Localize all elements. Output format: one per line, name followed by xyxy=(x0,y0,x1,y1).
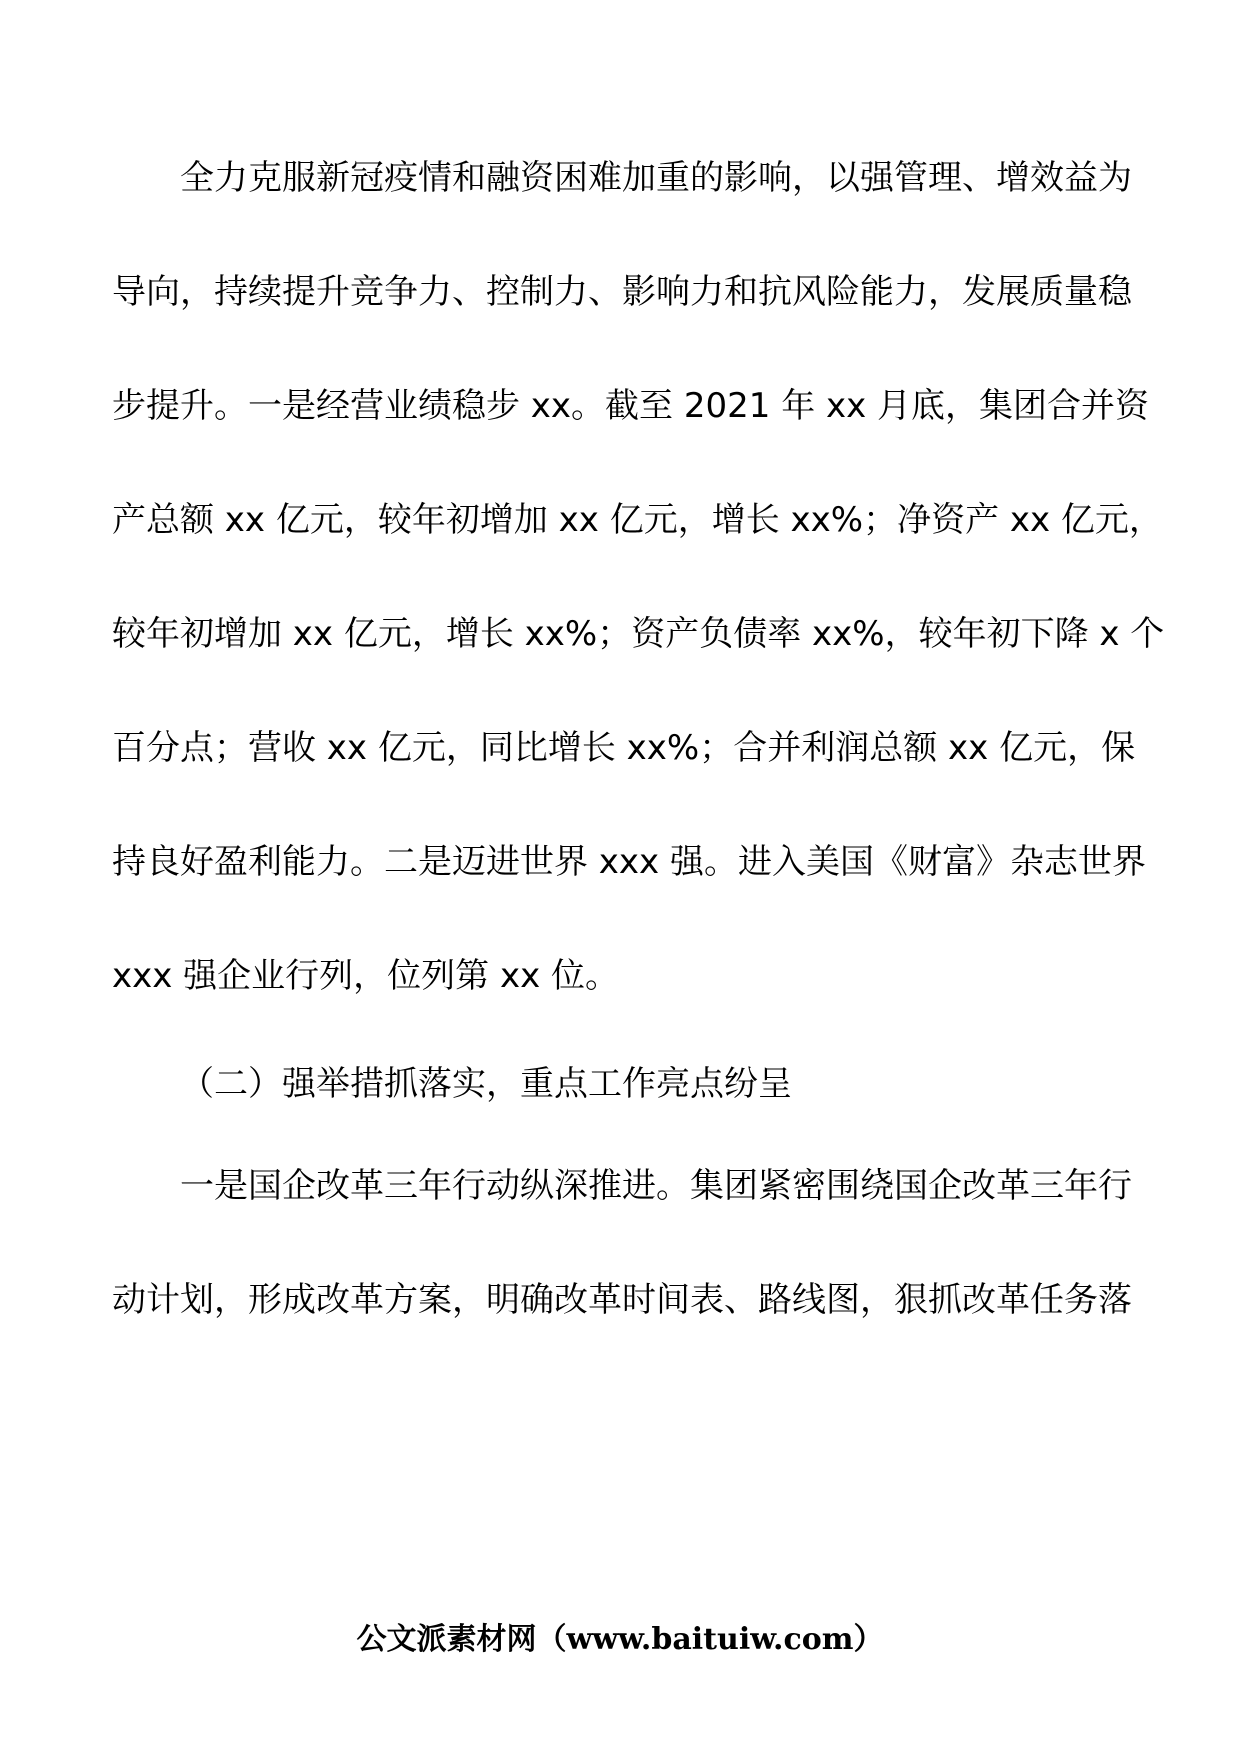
paragraph-line-10: 动计划，形成改革方案，明确改革时间表、路线图，狠抓改革任务落 xyxy=(112,1280,1132,1320)
paragraph-line-6: 百分点；营收 xx 亿元，同比增长 xx%；合并利润总额 xx 亿元，保 xyxy=(112,728,1136,768)
paragraph-line-2: 导向，持续提升竞争力、控制力、影响力和抗风险能力，发展质量稳 xyxy=(112,272,1132,312)
section-heading: （二）强举措抓落实，重点工作亮点纷呈 xyxy=(180,1064,792,1104)
paragraph-line-5: 较年初增加 xx 亿元，增长 xx%；资产负债率 xx%，较年初下降 x 个 xyxy=(112,614,1165,654)
footer-watermark-text: 公文派素材网（www.baituiw.com） xyxy=(356,1622,884,1657)
paragraph-line-7: 持良好盈利能力。二是迈进世界 xxx 强。进入美国《财富》杂志世界 xyxy=(112,842,1146,882)
paragraph-line-3: 步提升。一是经营业绩稳步 xx。截至 2021 年 xx 月底，集团合并资 xyxy=(112,386,1150,426)
paragraph-line-1: 全力克服新冠疫情和融资困难加重的影响，以强管理、增效益为 xyxy=(180,158,1132,198)
paragraph-line-4: 产总额 xx 亿元，较年初增加 xx 亿元，增长 xx%；净资产 xx 亿元， xyxy=(112,500,1163,540)
paragraph-line-8: xxx 强企业行列，位列第 xx 位。 xyxy=(112,956,620,996)
paragraph-line-9: 一是国企改革三年行动纵深推进。集团紧密围绕国企改革三年行 xyxy=(180,1166,1132,1206)
